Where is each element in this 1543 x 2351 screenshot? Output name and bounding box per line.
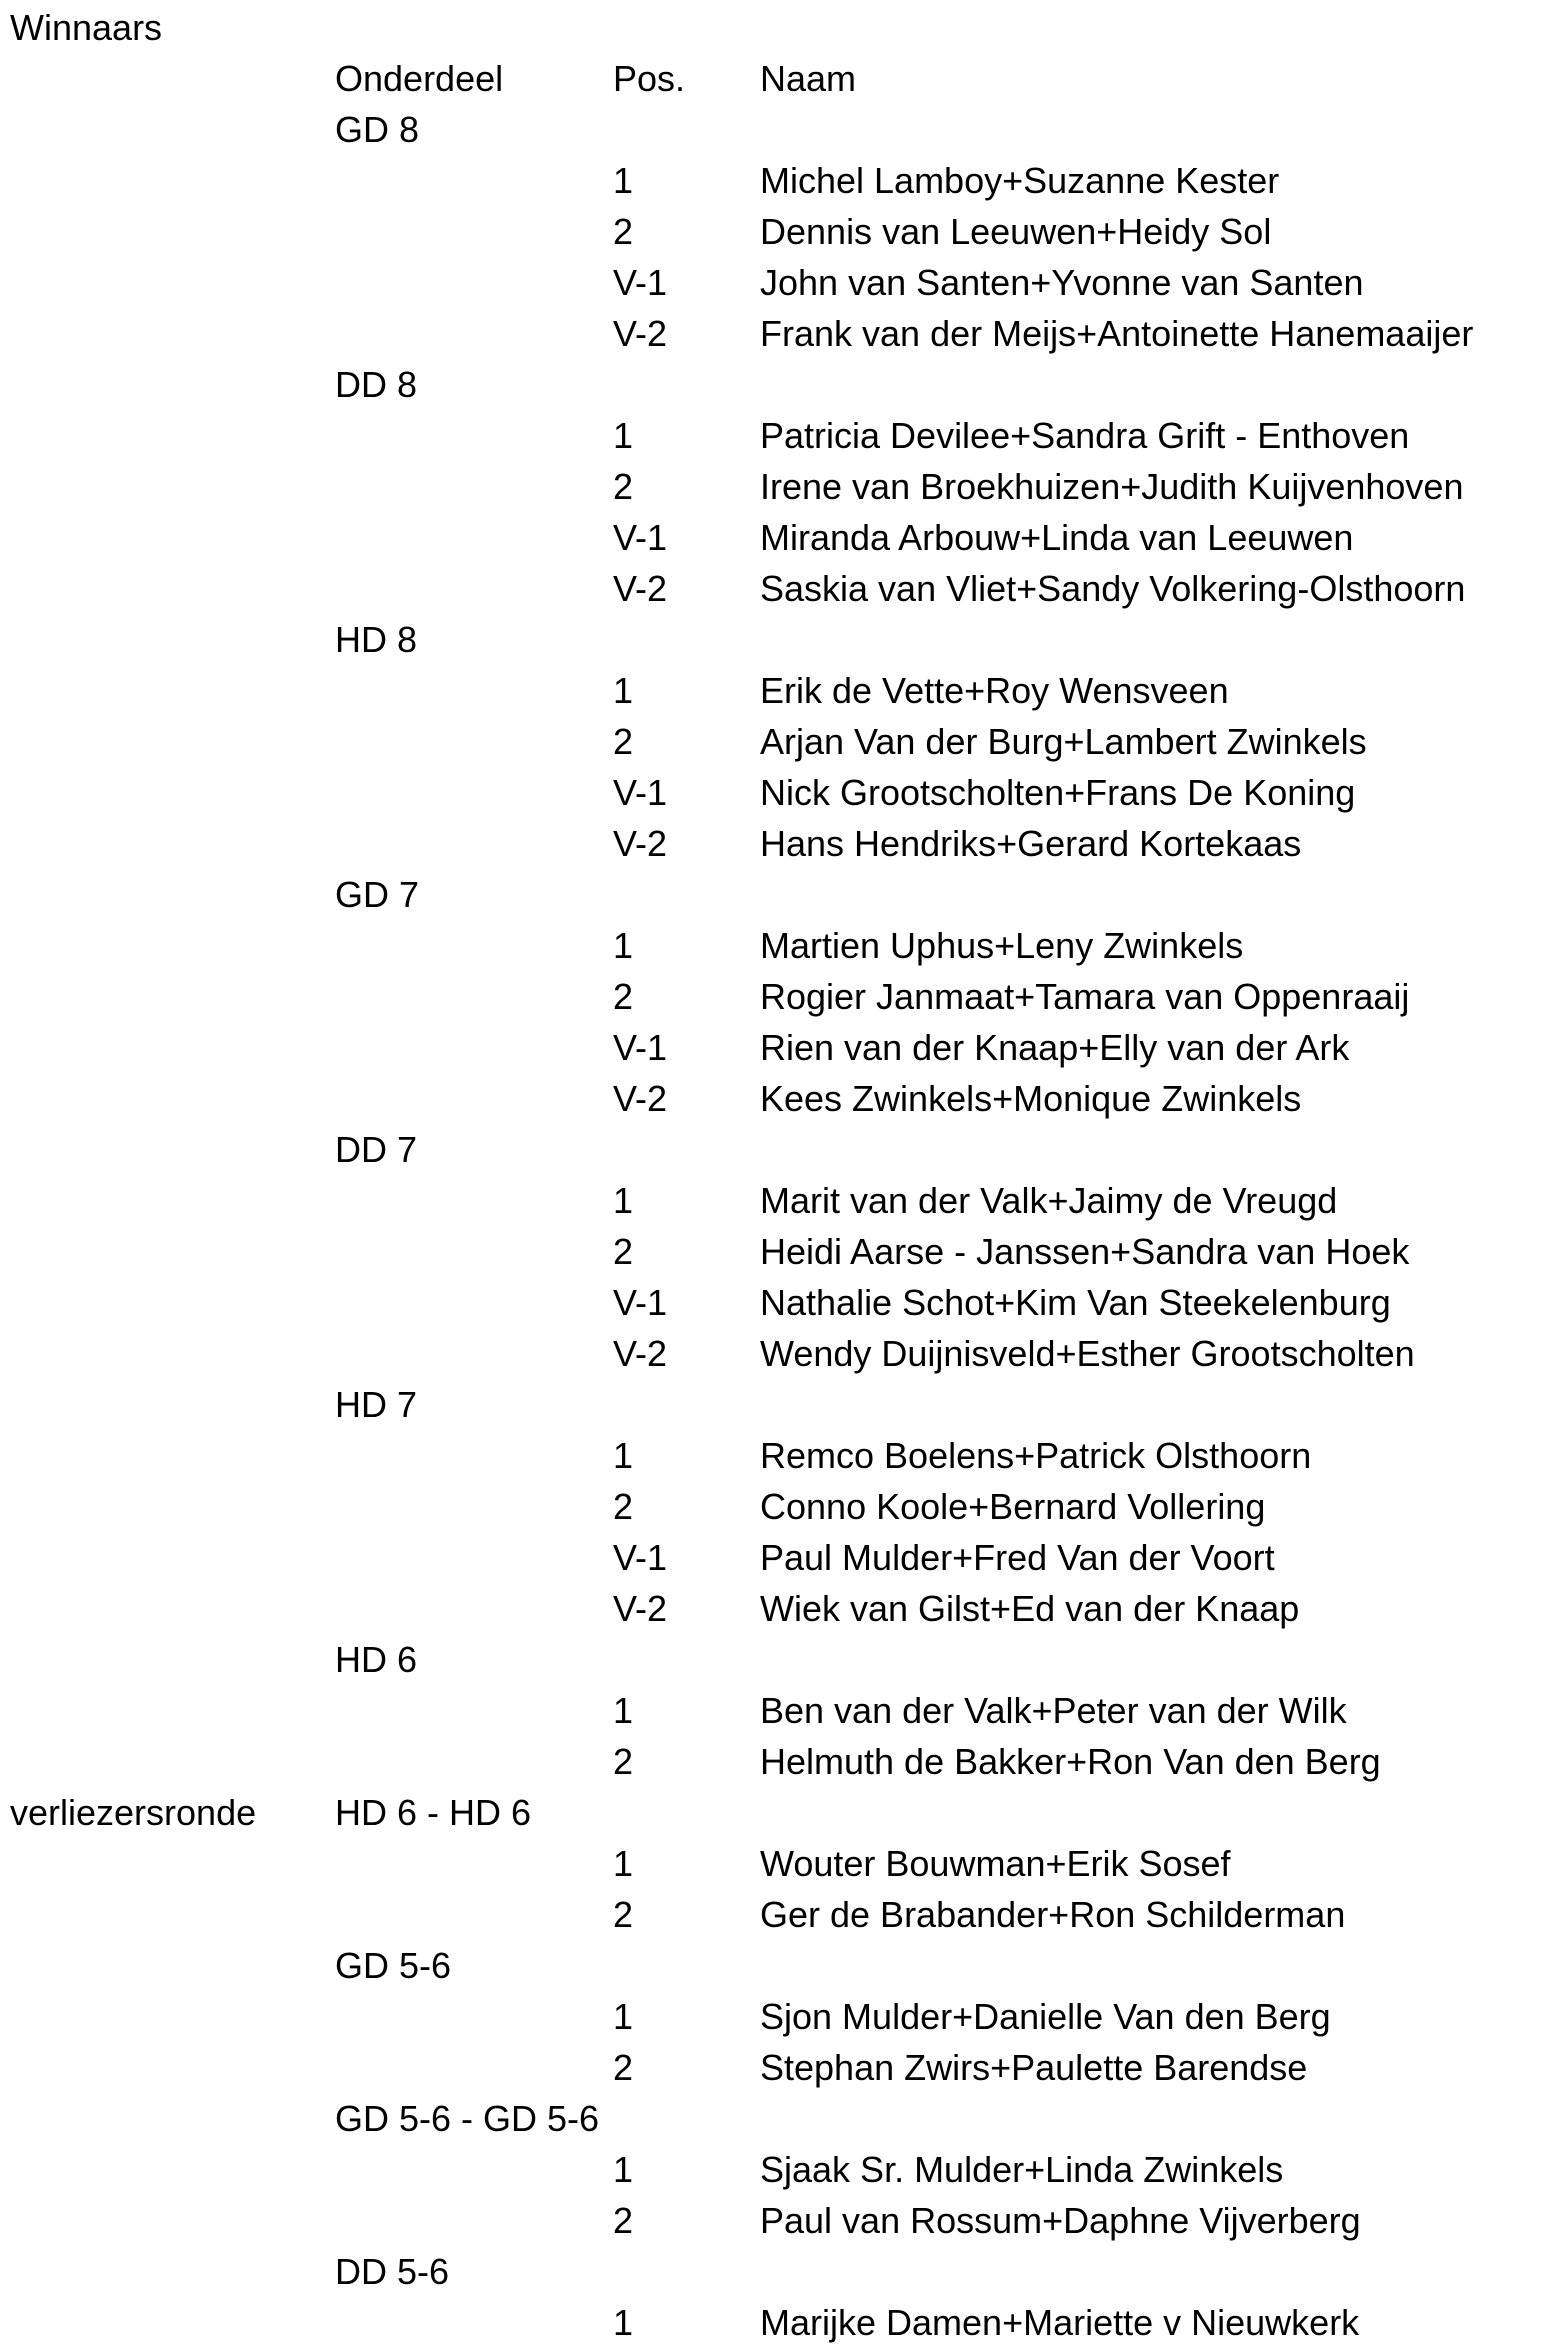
result-row — [0, 2297, 1543, 2348]
pos-cell: 1 — [613, 1690, 634, 1731]
result-row — [0, 1022, 1543, 1073]
result-row — [0, 920, 1543, 971]
result-row — [0, 716, 1543, 767]
result-row — [0, 563, 1543, 614]
result-row — [0, 308, 1543, 359]
onderdeel-cell: GD 5-6 — [335, 1945, 452, 1986]
pos-cell: 2 — [613, 1486, 634, 1527]
result-row — [0, 2195, 1543, 2246]
naam-cell: Rogier Janmaat+Tamara van Oppenraaij — [760, 976, 1410, 1017]
result-row — [0, 1481, 1543, 1532]
pos-cell: V-1 — [613, 1282, 668, 1323]
naam-cell: Ger de Brabander+Ron Schilderman — [760, 1894, 1346, 1935]
naam-cell: Marijke Damen+Mariette v Nieuwkerk — [760, 2302, 1360, 2343]
pos-cell: 1 — [613, 1843, 634, 1884]
naam-cell: Frank van der Meijs+Antoinette Hanemaaijer — [760, 313, 1474, 354]
naam-cell: Irene van Broekhuizen+Judith Kuijvenhoven — [760, 466, 1464, 507]
category-row — [0, 869, 1543, 920]
naam-cell: Paul van Rossum+Daphne Vijverberg — [760, 2200, 1361, 2241]
naam-cell: Hans Hendriks+Gerard Kortekaas — [760, 823, 1302, 864]
naam-cell: Paul Mulder+Fred Van der Voort — [760, 1537, 1275, 1578]
category-row — [0, 1124, 1543, 1175]
naam-cell: Helmuth de Bakker+Ron Van den Berg — [760, 1741, 1381, 1782]
result-row — [0, 206, 1543, 257]
result-row — [0, 665, 1543, 716]
result-row — [0, 1685, 1543, 1736]
pos-cell: V-2 — [613, 1078, 668, 1119]
onderdeel-cell: DD 8 — [335, 364, 418, 405]
naam-cell: Wiek van Gilst+Ed van der Knaap — [760, 1588, 1300, 1629]
category-row — [0, 614, 1543, 665]
pos-cell: 2 — [613, 1741, 634, 1782]
pos-cell: V-2 — [613, 568, 668, 609]
pos-cell: 1 — [613, 1180, 634, 1221]
naam-cell: Erik de Vette+Roy Wensveen — [760, 670, 1229, 711]
result-row — [0, 2042, 1543, 2093]
pos-cell: 2 — [613, 211, 634, 252]
result-row — [0, 1073, 1543, 1124]
category-row — [0, 1634, 1543, 1685]
category-row — [0, 359, 1543, 410]
naam-cell: Wouter Bouwman+Erik Sosef — [760, 1843, 1231, 1884]
title-row — [0, 2, 1543, 53]
pos-cell: V-1 — [613, 1537, 668, 1578]
naam-cell: Sjaak Sr. Mulder+Linda Zwinkels — [760, 2149, 1284, 2190]
header-onderdeel: Onderdeel — [335, 58, 504, 99]
result-row — [0, 1889, 1543, 1940]
naam-cell: Kees Zwinkels+Monique Zwinkels — [760, 1078, 1302, 1119]
category-row — [0, 1379, 1543, 1430]
naam-cell: Heidi Aarse - Janssen+Sandra van Hoek — [760, 1231, 1410, 1272]
pos-cell: V-2 — [613, 823, 668, 864]
result-row — [0, 1328, 1543, 1379]
category-row — [0, 1940, 1543, 1991]
naam-cell: Nathalie Schot+Kim Van Steekelenburg — [760, 1282, 1391, 1323]
result-row — [0, 1583, 1543, 1634]
category-row — [0, 2246, 1543, 2297]
result-row — [0, 1532, 1543, 1583]
result-row — [0, 410, 1543, 461]
onderdeel-cell: DD 7 — [335, 1129, 418, 1170]
naam-cell: John van Santen+Yvonne van Santen — [760, 262, 1364, 303]
naam-cell: Remco Boelens+Patrick Olsthoorn — [760, 1435, 1312, 1476]
onderdeel-cell: GD 8 — [335, 109, 420, 150]
naam-cell: Arjan Van der Burg+Lambert Zwinkels — [760, 721, 1367, 762]
naam-cell: Rien van der Knaap+Elly van der Ark — [760, 1027, 1350, 1068]
pos-cell: 1 — [613, 1996, 634, 2037]
onderdeel-cell: DD 5-6 — [335, 2251, 450, 2292]
onderdeel-cell: HD 7 — [335, 1384, 418, 1425]
result-row — [0, 818, 1543, 869]
result-row — [0, 461, 1543, 512]
header-pos: Pos. — [613, 58, 686, 99]
naam-cell: Wendy Duijnisveld+Esther Grootscholten — [760, 1333, 1415, 1374]
pos-cell: V-2 — [613, 1588, 668, 1629]
pos-cell: 1 — [613, 1435, 634, 1476]
pos-cell: 2 — [613, 2047, 634, 2088]
header-row — [0, 53, 1543, 104]
naam-cell: Miranda Arbouw+Linda van Leeuwen — [760, 517, 1354, 558]
pos-cell: 1 — [613, 415, 634, 456]
result-row — [0, 767, 1543, 818]
result-row — [0, 512, 1543, 563]
category-row — [0, 104, 1543, 155]
pos-cell: V-2 — [613, 1333, 668, 1374]
result-row — [0, 1175, 1543, 1226]
pos-cell: V-1 — [613, 1027, 668, 1068]
category-row — [0, 1787, 1543, 1838]
naam-cell: Sjon Mulder+Danielle Van den Berg — [760, 1996, 1331, 2037]
onderdeel-cell: GD 5-6 - GD 5-6 — [335, 2098, 600, 2139]
header-naam: Naam — [760, 58, 857, 99]
result-row — [0, 155, 1543, 206]
onderdeel-cell: HD 6 - HD 6 — [335, 1792, 532, 1833]
naam-cell: Saskia van Vliet+Sandy Volkering-Olsthoorn — [760, 568, 1466, 609]
onderdeel-cell: HD 6 — [335, 1639, 418, 1680]
result-row — [0, 1430, 1543, 1481]
naam-cell: Dennis van Leeuwen+Heidy Sol — [760, 211, 1272, 252]
result-row — [0, 1226, 1543, 1277]
pos-cell: V-1 — [613, 517, 668, 558]
pos-cell: 2 — [613, 721, 634, 762]
sheet-title: Winnaars — [10, 7, 163, 48]
naam-cell: Conno Koole+Bernard Vollering — [760, 1486, 1266, 1527]
result-row — [0, 971, 1543, 1022]
pos-cell: 2 — [613, 466, 634, 507]
naam-cell: Marit van der Valk+Jaimy de Vreugd — [760, 1180, 1338, 1221]
result-row — [0, 1277, 1543, 1328]
onderdeel-cell: GD 7 — [335, 874, 420, 915]
pos-cell: V-2 — [613, 313, 668, 354]
category-row — [0, 2093, 1543, 2144]
result-row — [0, 1838, 1543, 1889]
round-label: verliezersronde — [10, 1792, 257, 1833]
naam-cell: Patricia Devilee+Sandra Grift - Enthoven — [760, 415, 1410, 456]
pos-cell: 1 — [613, 160, 634, 201]
pos-cell: 2 — [613, 976, 634, 1017]
result-row — [0, 2144, 1543, 2195]
onderdeel-cell: HD 8 — [335, 619, 418, 660]
pos-cell: 2 — [613, 2200, 634, 2241]
naam-cell: Nick Grootscholten+Frans De Koning — [760, 772, 1356, 813]
naam-cell: Ben van der Valk+Peter van der Wilk — [760, 1690, 1347, 1731]
naam-cell: Michel Lamboy+Suzanne Kester — [760, 160, 1280, 201]
naam-cell: Martien Uphus+Leny Zwinkels — [760, 925, 1244, 966]
pos-cell: 1 — [613, 2302, 634, 2343]
naam-cell: Stephan Zwirs+Paulette Barendse — [760, 2047, 1308, 2088]
result-row — [0, 1736, 1543, 1787]
result-row — [0, 1991, 1543, 2042]
pos-cell: V-1 — [613, 772, 668, 813]
pos-cell: 1 — [613, 670, 634, 711]
pos-cell: V-1 — [613, 262, 668, 303]
pos-cell: 2 — [613, 1231, 634, 1272]
pos-cell: 1 — [613, 2149, 634, 2190]
pos-cell: 2 — [613, 1894, 634, 1935]
result-row — [0, 257, 1543, 308]
pos-cell: 1 — [613, 925, 634, 966]
